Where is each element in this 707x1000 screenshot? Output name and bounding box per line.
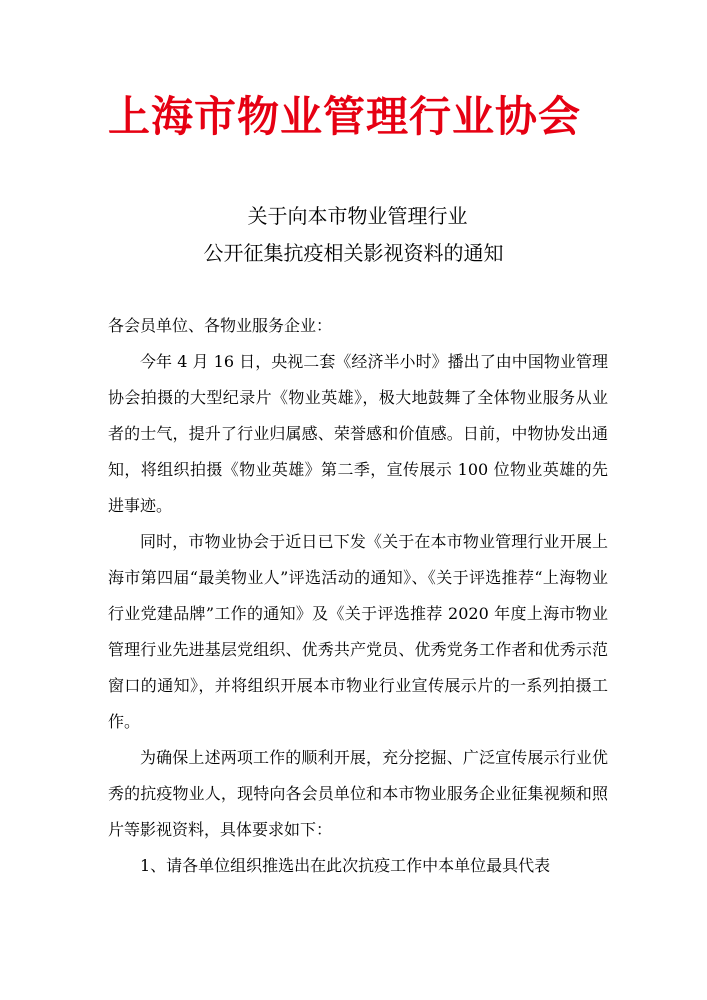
paragraph-1: 今年 4 月 16 日，央视二套《经济半小时》播出了由中国物业管理协会拍摄的大型纪录片《物业英雄》，极大地鼓舞了全体物业服务从业者的士气，提升了行业归属感、荣誉感和价值感。日前，中物协发出通知，将组织拍摄《物业英雄》第二季，宣传展示 100 位物业英雄的先进事迹。 — [108, 352, 608, 515]
paragraph-2: 同时，市物业协会于近日已下发《关于在本市物业管理行业开展上海市第四届“最美物业人”评选活动的通知》、《关于评选推荐“上海物业行业党建品牌”工作的通知》及《关于评选推荐 2020 年度上海市物业管理行业先进基层党组织、优秀共产党员、优秀党务工作者和优秀示范窗口的通知》，并将组织开展本市物业行业宣传展示片的一系列拍摄工作。 — [108, 532, 608, 731]
notice-body — [108, 308, 608, 884]
paragraph-4: 1、请各单位组织推选出在此次抗疫工作中本单位最具代表 — [140, 856, 551, 875]
notice-title-line-1: 关于向本市物业管理行业 — [247, 204, 468, 228]
salutation: 各会员单位、各物业服务企业： — [108, 316, 333, 335]
paragraph-3: 为确保上述两项工作的顺利开展，充分挖掘、广泛宣传展示行业优秀的抗疫物业人，现特向各会员单位和本市物业服务企业征集视频和照片等影视资料，具体要求如下： — [108, 748, 608, 839]
notice-title-line-2: 公开征集抗疫相关影视资料的通知 — [203, 241, 504, 265]
letterhead-title: 上海市物业管理行业协会 — [108, 92, 582, 141]
